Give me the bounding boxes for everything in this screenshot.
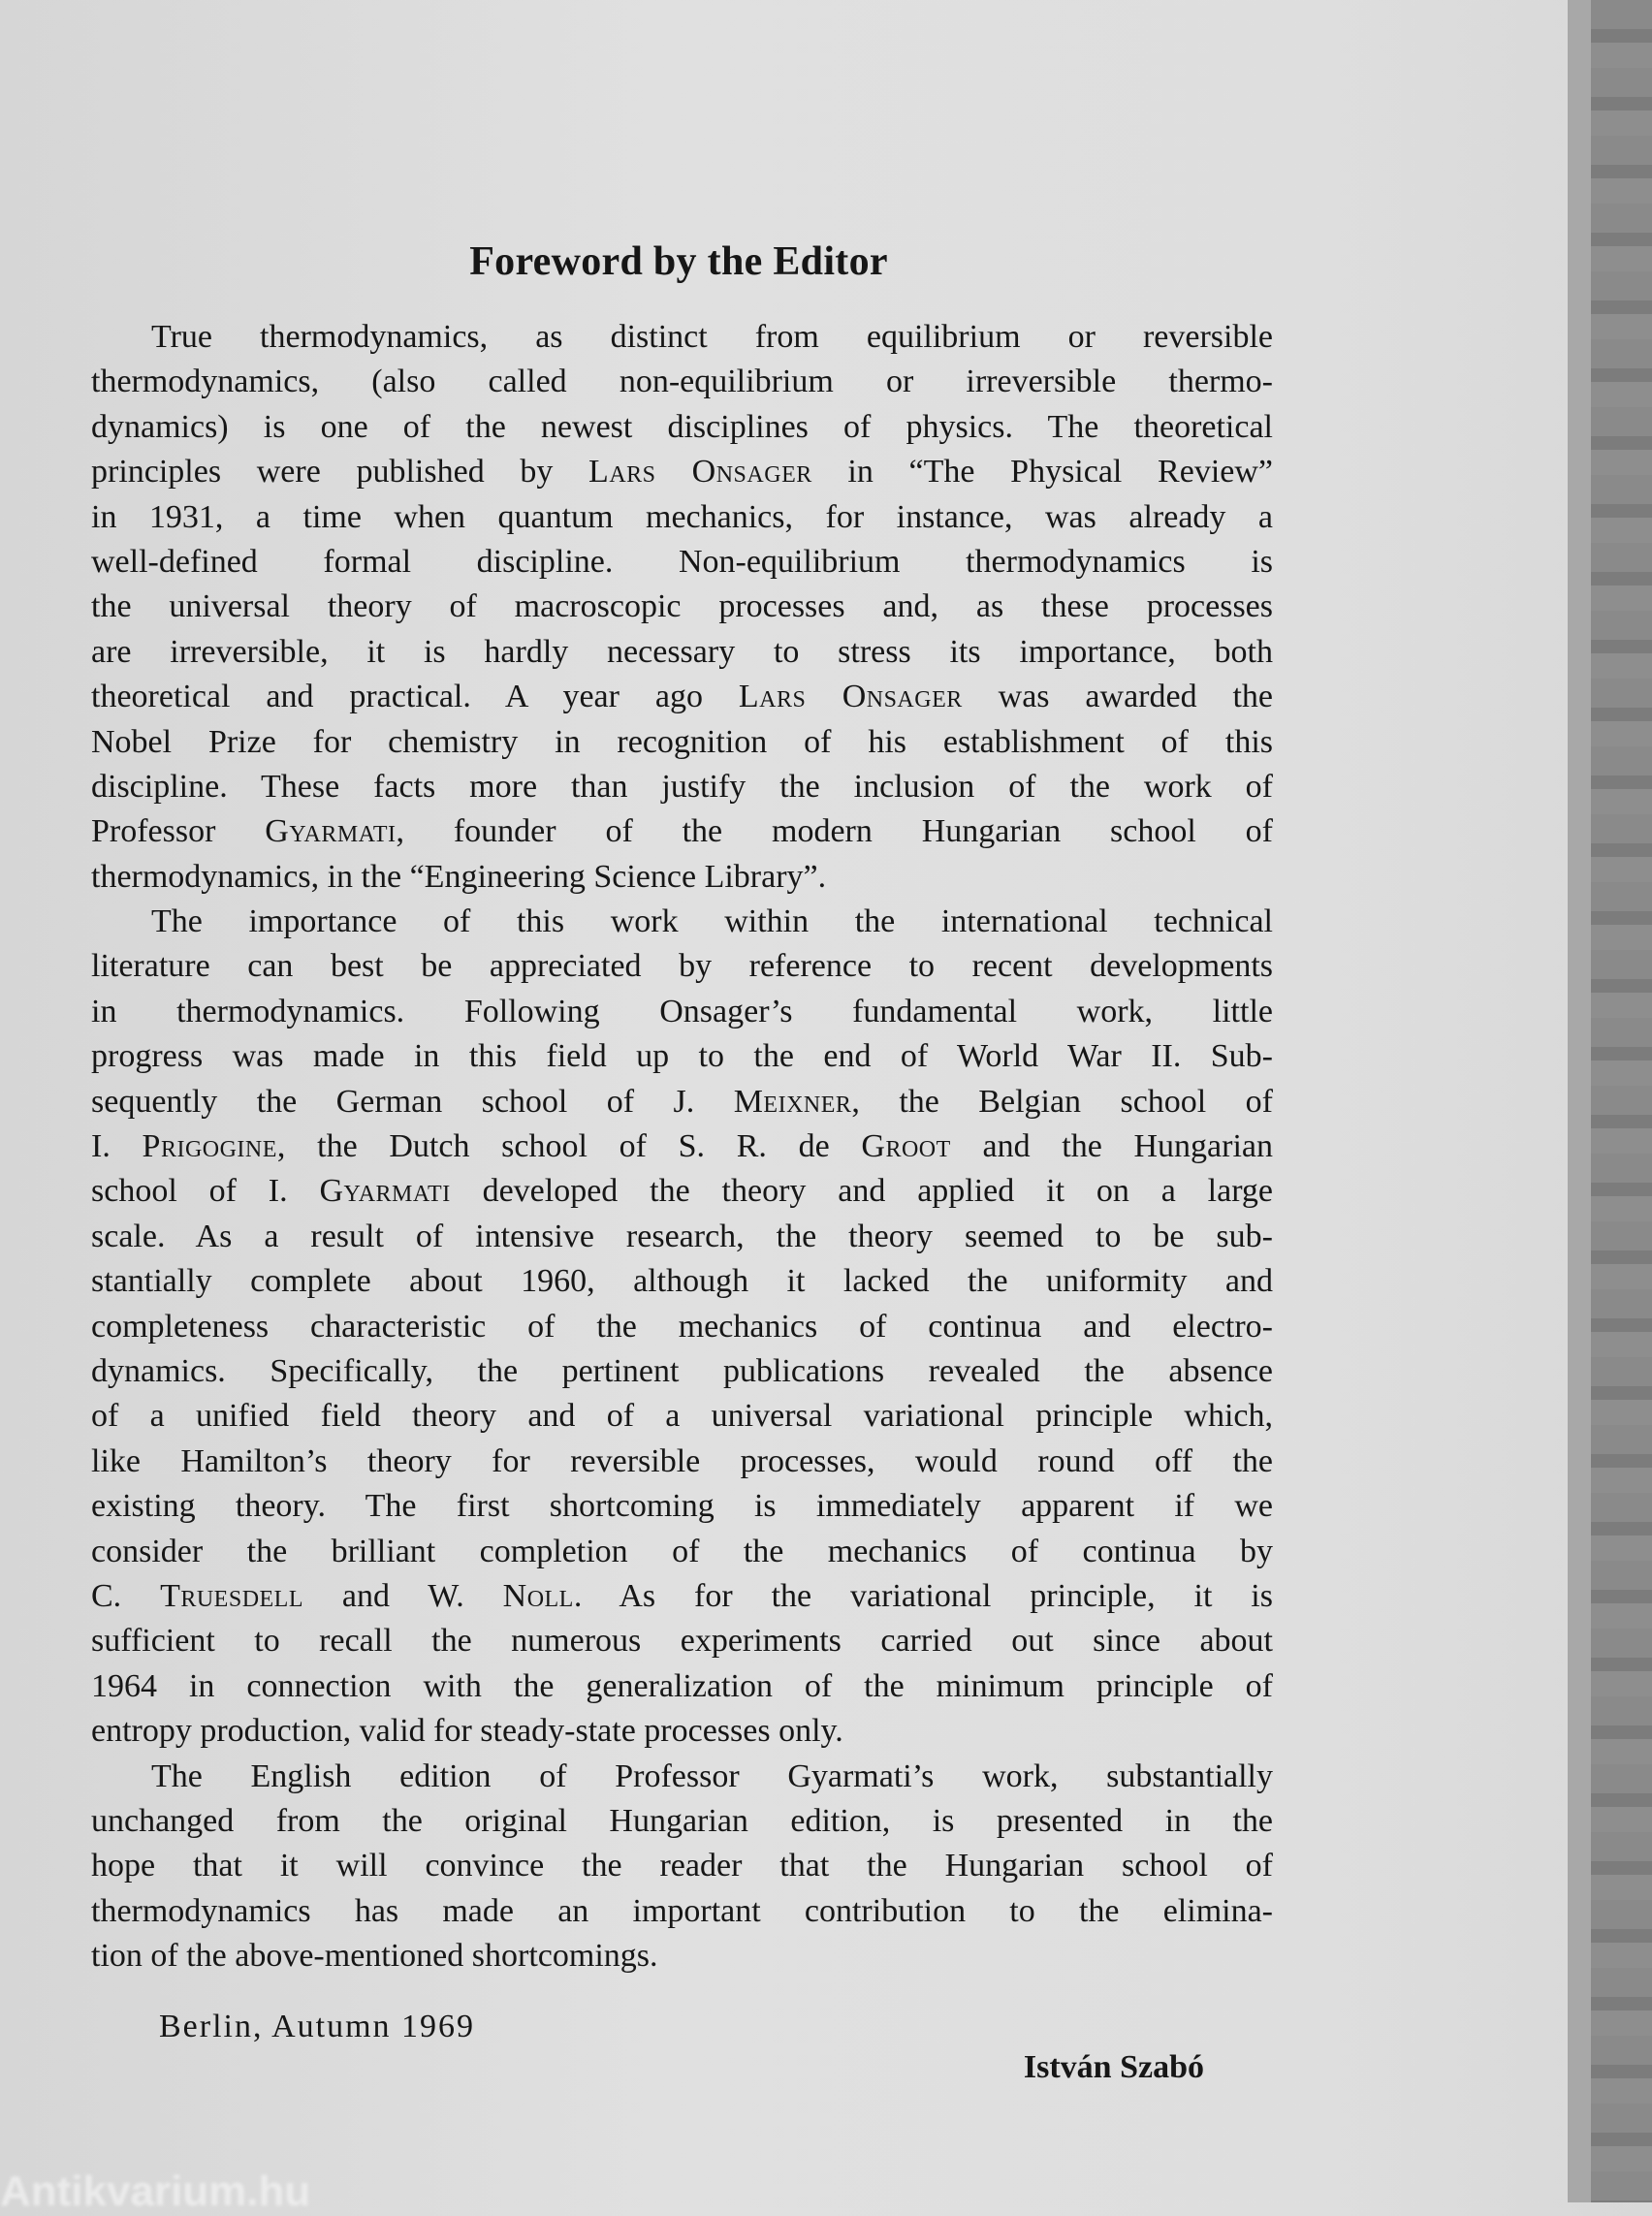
- text-line: [91, 360, 1273, 404]
- text-line: [91, 900, 1273, 944]
- text-line: [91, 1215, 1273, 1259]
- text-segment: thermodynamics, (also called non-equilibrium or irreversible thermo-: [91, 364, 1273, 400]
- text-line: [91, 1034, 1273, 1079]
- watermark: Antikvarium.hu: [0, 2168, 311, 2215]
- text-segment: dynamics. Specifically, the pertinent publications revealed the absence: [91, 1352, 1273, 1389]
- text-line: [91, 1394, 1273, 1439]
- text-segment: C.: [91, 1577, 161, 1614]
- person-name: Prigogine: [142, 1128, 277, 1165]
- text-segment: thermodynamics, in the “Engineering Science Library”.: [91, 858, 827, 895]
- text-segment: thermodynamics has made an important contribution to the elimina-: [91, 1892, 1273, 1929]
- text-segment: , the Belgian school of: [851, 1083, 1273, 1120]
- person-name: Noll: [502, 1577, 574, 1614]
- signature: István Szabó: [1023, 2049, 1204, 2085]
- foreword-body: [91, 315, 1273, 1979]
- page-title: Foreword by the Editor: [469, 239, 888, 284]
- text-line: [91, 1530, 1273, 1574]
- text-segment: , founder of the modern Hungarian school of: [396, 813, 1273, 850]
- text-line: [91, 1305, 1273, 1349]
- text-segment: Nobel Prize for chemistry in recognition of his establishment of this: [91, 723, 1273, 760]
- text-segment: completeness characteristic of the mechanics of continua and electro-: [91, 1308, 1273, 1345]
- text-segment: was awarded the: [962, 679, 1274, 715]
- text-line: [91, 1080, 1273, 1124]
- person-name: Gyarmati: [319, 1173, 451, 1210]
- text-line: [91, 495, 1273, 540]
- text-segment: progress was made in this field up to the end of World War II. Sub-: [91, 1038, 1273, 1075]
- text-line: [91, 675, 1273, 719]
- text-segment: sufficient to recall the numerous experiments carried out since about: [91, 1623, 1273, 1660]
- text-segment: hope that it will convince the reader that the Hungarian school of: [91, 1848, 1273, 1884]
- paragraph: [91, 900, 1273, 1754]
- text-segment: 1964 in connection with the generalization of the minimum principle of: [91, 1667, 1273, 1704]
- text-segment: I.: [91, 1128, 143, 1165]
- text-line: [91, 855, 1273, 900]
- text-line: [91, 540, 1273, 585]
- text-segment: existing theory. The first shortcoming is immediately apparent if we: [91, 1488, 1273, 1525]
- text-segment: sequently the German school of J.: [91, 1083, 734, 1120]
- text-line: [91, 1619, 1273, 1663]
- text-line: [91, 1664, 1273, 1709]
- text-segment: in thermodynamics. Following Onsager’s fundamental work, little: [91, 993, 1273, 1029]
- text-line: [91, 1440, 1273, 1484]
- place-date: Berlin, Autumn 1969: [159, 2009, 476, 2044]
- text-line: [91, 1889, 1273, 1934]
- text-segment: principles were published by: [91, 454, 589, 491]
- person-name: Lars Onsager: [738, 679, 963, 715]
- text-segment: scale. As a result of intensive research, the theory seemed to be sub-: [91, 1218, 1273, 1254]
- text-line: [91, 1169, 1273, 1214]
- text-segment: . As for the variational principle, it is: [573, 1577, 1273, 1614]
- text-line: [91, 405, 1273, 450]
- text-segment: well-defined formal discipline. Non-equilibrium thermodynamics is: [91, 543, 1273, 580]
- text-segment: Professor: [91, 813, 266, 850]
- person-name: Truesdell: [160, 1577, 304, 1614]
- text-line: [91, 1709, 1273, 1754]
- text-segment: the universal theory of macroscopic processes and, as these processes: [91, 588, 1273, 625]
- text-segment: like Hamilton’s theory for reversible processes, would round off the: [91, 1442, 1273, 1479]
- text-line: [91, 809, 1273, 854]
- person-name: Lars Onsager: [588, 454, 812, 491]
- book-background: [1591, 0, 1652, 2202]
- person-name: Gyarmati: [265, 813, 397, 850]
- text-line: [91, 1349, 1273, 1394]
- text-segment: tion of the above-mentioned shortcomings.: [91, 1938, 658, 1975]
- text-segment: in “The Physical Review”: [811, 454, 1273, 491]
- text-line: [91, 944, 1273, 989]
- text-line: [91, 1844, 1273, 1888]
- text-segment: discipline. These facts more than justify the inclusion of the work of: [91, 768, 1273, 805]
- text-line: [91, 1259, 1273, 1304]
- text-segment: are irreversible, it is hardly necessary to stress its importance, both: [91, 633, 1273, 670]
- text-line: [91, 630, 1273, 675]
- text-segment: The importance of this work within the international technical: [151, 903, 1273, 940]
- text-segment: theoretical and practical. A year ago: [91, 679, 739, 715]
- person-name: Meixner: [733, 1083, 852, 1120]
- text-segment: consider the brilliant completion of the mechanics of continua by: [91, 1533, 1273, 1569]
- text-segment: The English edition of Professor Gyarmati’s work, substantially: [151, 1757, 1273, 1794]
- text-segment: school of I.: [91, 1173, 320, 1210]
- page-edge: [1568, 0, 1591, 2202]
- text-line: [91, 765, 1273, 809]
- text-line: [91, 1484, 1273, 1529]
- text-line: [91, 720, 1273, 765]
- text-segment: entropy production, valid for steady-state processes only.: [91, 1713, 843, 1750]
- text-line: [91, 1124, 1273, 1169]
- text-line: [91, 450, 1273, 494]
- text-segment: and W.: [303, 1577, 503, 1614]
- person-name: Groot: [861, 1128, 951, 1165]
- text-line: [91, 1799, 1273, 1844]
- text-segment: and the Hungarian: [950, 1128, 1273, 1165]
- paragraph: [91, 315, 1273, 900]
- text-segment: in 1931, a time when quantum mechanics, for instance, was already a: [91, 498, 1273, 535]
- text-line: [91, 1755, 1273, 1799]
- text-line: [91, 1574, 1273, 1619]
- text-segment: True thermodynamics, as distinct from equilibrium or reversible: [151, 319, 1273, 355]
- text-line: [91, 1934, 1273, 1979]
- paragraph: [91, 1755, 1273, 1979]
- text-segment: literature can best be appreciated by reference to recent developments: [91, 948, 1273, 985]
- text-segment: unchanged from the original Hungarian edition, is presented in the: [91, 1802, 1273, 1839]
- text-segment: , the Dutch school of S. R. de: [276, 1128, 862, 1165]
- text-segment: dynamics) is one of the newest disciplines of physics. The theoretical: [91, 408, 1273, 445]
- text-line: [91, 585, 1273, 629]
- text-segment: stantially complete about 1960, although it lacked the uniformity and: [91, 1263, 1273, 1300]
- text-segment: of a unified field theory and of a universal variational principle which,: [91, 1398, 1273, 1435]
- text-segment: developed the theory and applied it on a large: [450, 1173, 1273, 1210]
- text-line: [91, 315, 1273, 360]
- text-line: [91, 990, 1273, 1034]
